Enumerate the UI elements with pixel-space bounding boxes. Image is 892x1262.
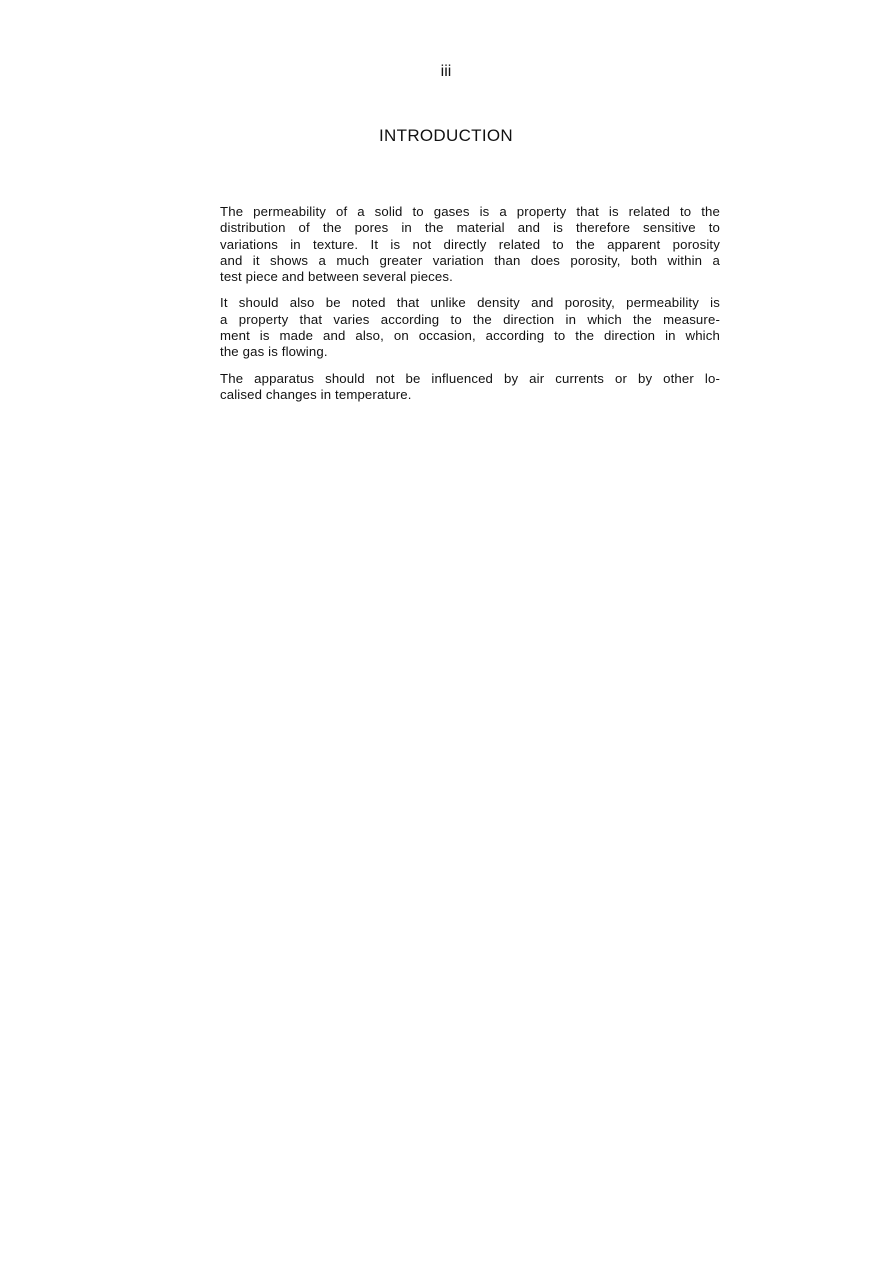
text-line: a property that varies according to the direction in which the measure- (220, 311, 720, 327)
text-line: It should also be noted that unlike density and porosity, permeability is (220, 295, 720, 311)
text-line: test piece and between several pieces. (220, 269, 453, 285)
page-title: INTRODUCTION (379, 126, 513, 145)
body-text (220, 204, 720, 413)
text-line: the gas is flowing. (220, 344, 328, 360)
text-line: and it shows a much greater variation than does porosity, both within a (220, 252, 720, 268)
text-line: distribution of the pores in the material and is therefore sensitive to (220, 220, 720, 236)
paragraph-direction (220, 295, 720, 360)
text-line: The permeability of a solid to gases is a property that is related to the (220, 204, 720, 219)
page-number: iii (440, 63, 452, 80)
paragraph-apparatus (220, 371, 720, 404)
text-line: The apparatus should not be influenced by air currents or by other lo- (220, 370, 720, 386)
text-line: ment is made and also, on occasion, according to the direction in which (220, 328, 720, 344)
text-line: calised changes in temperature. (220, 386, 412, 402)
paragraph-permeability (220, 204, 720, 285)
text-line: variations in texture. It is not directly related to the apparent porosity (220, 236, 720, 252)
